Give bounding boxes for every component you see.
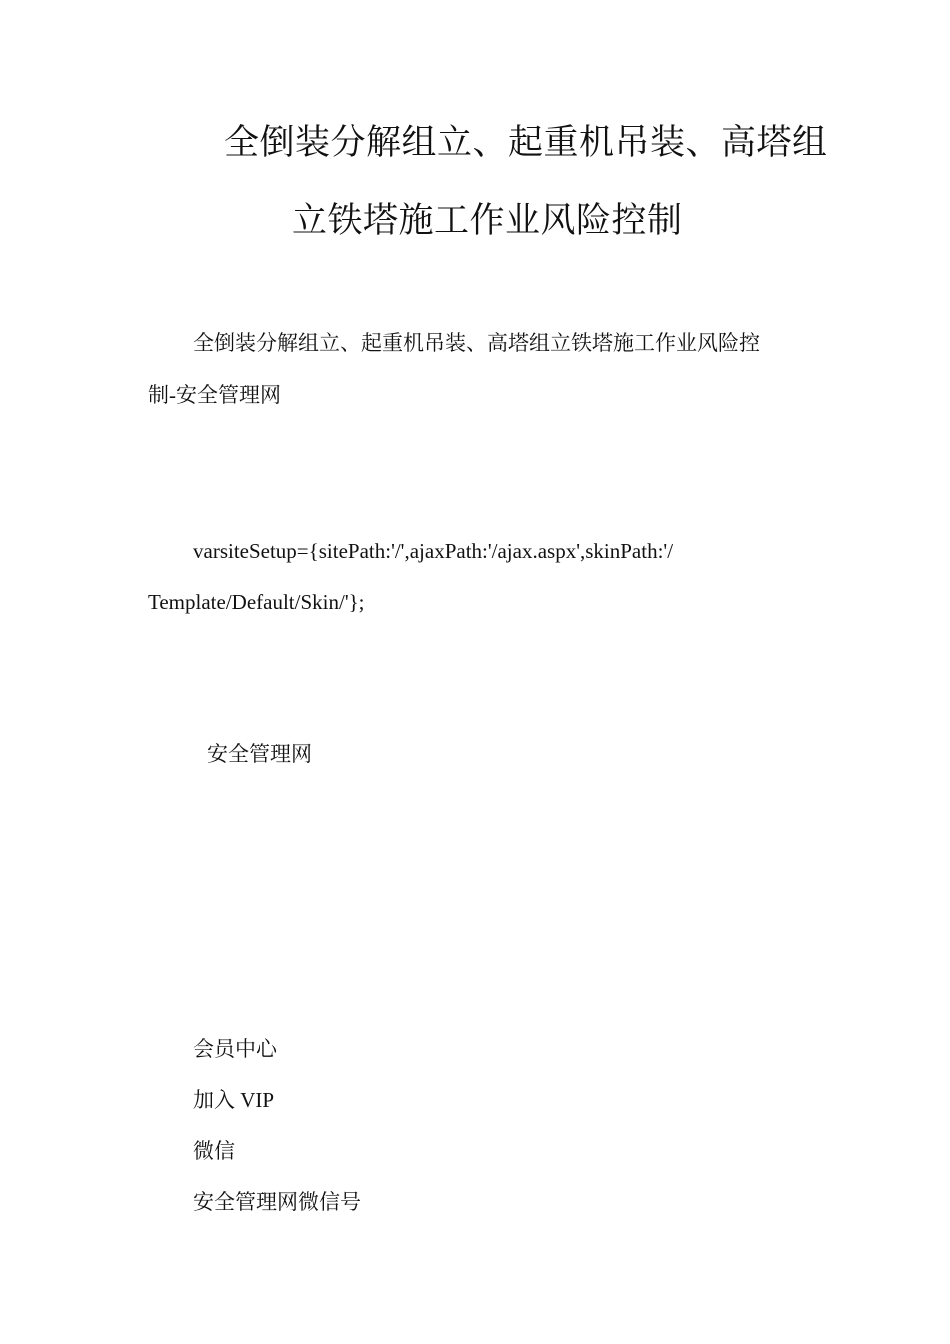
site-name: 安全管理网 [207, 742, 312, 766]
wechat-account-link[interactable]: 安全管理网微信号 [193, 1190, 361, 1214]
script-text-line-1: varsiteSetup={sitePath:'/',ajaxPath:'/ajax.aspx',skinPath:'/ [193, 539, 674, 563]
document-title-line-2: 立铁塔施工作业风险控制 [292, 201, 683, 240]
script-text-line-2: Template/Default/Skin/'}; [148, 590, 365, 614]
member-center-link[interactable]: 会员中心 [193, 1037, 277, 1061]
document-title-line-1: 全倒装分解组立、起重机吊装、高塔组 [224, 123, 828, 162]
intro-paragraph-line-2: 制-安全管理网 [148, 383, 281, 407]
wechat-link[interactable]: 微信 [193, 1139, 235, 1163]
join-vip-link[interactable]: 加入 VIP [193, 1088, 275, 1112]
intro-paragraph-line-1: 全倒装分解组立、起重机吊装、高塔组立铁塔施工作业风险控 [193, 331, 760, 355]
